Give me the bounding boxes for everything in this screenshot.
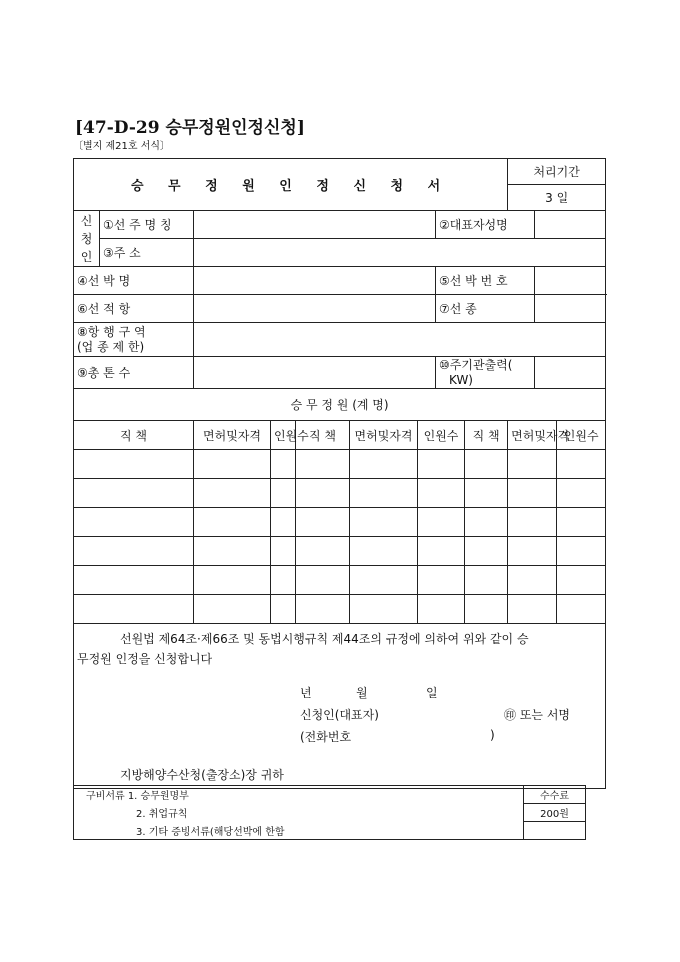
crew-cell[interactable] — [465, 595, 508, 624]
seal-or-signature[interactable]: ㊞ 또는 서명 — [504, 708, 570, 722]
crew-cell[interactable] — [557, 508, 606, 537]
crew-col-license: 면허및자격 — [508, 421, 557, 450]
crew-cell[interactable] — [350, 566, 418, 595]
navigation-area-value[interactable] — [194, 323, 606, 357]
form-number: 〔별지 제21호 서식〕 — [73, 141, 171, 152]
crew-cell[interactable] — [465, 479, 508, 508]
navigation-area-label — [74, 323, 194, 357]
crew-cell[interactable] — [271, 595, 296, 624]
gross-tonnage-value[interactable] — [194, 357, 436, 389]
crew-cell[interactable] — [465, 508, 508, 537]
crew-cell[interactable] — [271, 479, 296, 508]
crew-cell[interactable] — [74, 566, 194, 595]
crew-cell[interactable] — [557, 479, 606, 508]
fee-label: 수수료 — [524, 786, 586, 804]
crew-complement-header: 승 무 정 원 (계 명) — [74, 389, 606, 421]
crew-cell[interactable] — [296, 479, 350, 508]
crew-cell[interactable] — [557, 537, 606, 566]
addressee: 지방해양수산청(출장소)장 귀하 — [120, 768, 284, 782]
date-year: 년 — [300, 686, 312, 700]
crew-row — [74, 595, 606, 624]
crew-cell[interactable] — [508, 566, 557, 595]
crew-cell[interactable] — [508, 595, 557, 624]
navigation-area-line2: (업 종 제 한) — [77, 339, 145, 354]
crew-cell[interactable] — [508, 479, 557, 508]
home-port-value[interactable] — [194, 295, 436, 323]
applicant-char: 청 — [80, 231, 93, 246]
crew-cell[interactable] — [557, 595, 606, 624]
crew-cell[interactable] — [508, 508, 557, 537]
required-docs-2: 2. 취업규칙 — [74, 804, 524, 822]
ship-number-label: ⑤선 박 번 호 — [436, 267, 535, 295]
date-day: 일 — [426, 686, 438, 700]
crew-cell[interactable] — [418, 479, 465, 508]
crew-row — [74, 450, 606, 479]
applicant-label — [74, 211, 100, 267]
crew-col-license: 면허및자격 — [350, 421, 418, 450]
home-port-label: ⑥선 적 항 — [74, 295, 194, 323]
applicant-char: 신 — [80, 213, 93, 228]
engine-output-value[interactable] — [535, 357, 606, 389]
form-title: 승 무 정 원 인 정 신 청 서 — [74, 159, 508, 211]
crew-cell[interactable] — [296, 537, 350, 566]
crew-cell[interactable] — [194, 537, 271, 566]
declaration-section — [74, 624, 606, 789]
representative-label: ②대표자성명 — [436, 211, 535, 239]
navigation-area-line1: ⑧항 행 구 역 — [77, 324, 146, 339]
owner-name-value[interactable] — [194, 211, 436, 239]
crew-cell[interactable] — [296, 508, 350, 537]
crew-cell[interactable] — [465, 450, 508, 479]
crew-cell[interactable] — [74, 595, 194, 624]
crew-cell[interactable] — [350, 508, 418, 537]
crew-cell[interactable] — [350, 479, 418, 508]
crew-cell[interactable] — [194, 595, 271, 624]
crew-cell[interactable] — [194, 508, 271, 537]
crew-cell[interactable] — [350, 450, 418, 479]
crew-cell[interactable] — [557, 566, 606, 595]
crew-cell[interactable] — [296, 595, 350, 624]
crew-col-count: 인원수 — [271, 421, 296, 450]
owner-name-label: ①선 주 명 칭 — [100, 211, 194, 239]
phone-number-open: (전화번호 — [300, 730, 352, 744]
address-label: ③주 소 — [100, 239, 194, 267]
crew-col-count: 인원수 — [418, 421, 465, 450]
crew-cell[interactable] — [508, 537, 557, 566]
fee-blank — [524, 822, 586, 840]
ship-name-value[interactable] — [194, 267, 436, 295]
crew-cell[interactable] — [418, 450, 465, 479]
fee-value: 200원 — [524, 804, 586, 822]
crew-cell[interactable] — [557, 450, 606, 479]
crew-row — [74, 537, 606, 566]
required-docs-1: 구비서류 1. 승무원명부 — [74, 786, 524, 804]
crew-cell[interactable] — [350, 595, 418, 624]
ship-number-value[interactable] — [535, 267, 606, 295]
footer-table — [73, 785, 586, 840]
applicant-signer: 신청인(대표자) — [300, 708, 379, 722]
crew-col-count: 인원수 — [557, 421, 606, 450]
crew-cell[interactable] — [271, 566, 296, 595]
address-value[interactable] — [194, 239, 606, 267]
representative-value[interactable] — [535, 211, 606, 239]
crew-cell[interactable] — [296, 450, 350, 479]
crew-cell[interactable] — [296, 566, 350, 595]
crew-cell[interactable] — [271, 537, 296, 566]
crew-cell[interactable] — [271, 508, 296, 537]
crew-cell[interactable] — [465, 537, 508, 566]
gross-tonnage-label: ⑨총 톤 수 — [74, 357, 194, 389]
crew-cell[interactable] — [508, 450, 557, 479]
crew-cell[interactable] — [418, 595, 465, 624]
crew-cell[interactable] — [194, 450, 271, 479]
engine-output-line1: ⑩주기관출력( — [439, 357, 513, 372]
crew-row — [74, 508, 606, 537]
applicant-char: 인 — [80, 249, 93, 264]
crew-cell[interactable] — [418, 508, 465, 537]
crew-col-position: 직 책 — [296, 421, 350, 450]
ship-type-label: ⑦선 종 — [436, 295, 535, 323]
application-form — [73, 158, 606, 789]
declaration-line2: 무정원 인정을 신청합니다 — [77, 652, 213, 666]
crew-cell[interactable] — [74, 450, 194, 479]
declaration-line1: 선원법 제64조·제66조 및 동법시행규칙 제44조의 규정에 의하여 위와 같이 승 — [120, 632, 529, 646]
crew-cell[interactable] — [465, 566, 508, 595]
processing-period-label: 처리기간 — [508, 159, 606, 185]
crew-cell[interactable] — [74, 508, 194, 537]
processing-period-value: 3 일 — [508, 185, 606, 211]
crew-cell[interactable] — [194, 479, 271, 508]
crew-row — [74, 479, 606, 508]
crew-col-license: 면허및자격 — [194, 421, 271, 450]
crew-cell[interactable] — [271, 450, 296, 479]
document-title: [47-D-29 승무정원인정신청] — [75, 118, 305, 138]
date-month: 월 — [356, 686, 368, 700]
engine-output-line2: KW) — [449, 372, 473, 387]
crew-row — [74, 566, 606, 595]
crew-col-position: 직 책 — [74, 421, 194, 450]
crew-cell[interactable] — [418, 566, 465, 595]
crew-col-position: 직 책 — [465, 421, 508, 450]
crew-cell[interactable] — [350, 537, 418, 566]
engine-output-label — [436, 357, 535, 389]
crew-cell[interactable] — [74, 479, 194, 508]
ship-name-label: ④선 박 명 — [74, 267, 194, 295]
ship-type-value[interactable] — [535, 295, 606, 323]
required-docs-3: 3. 기타 증빙서류(해당선박에 한함 — [74, 822, 524, 840]
phone-number-close: ) — [490, 728, 495, 742]
crew-cell[interactable] — [74, 537, 194, 566]
crew-cell[interactable] — [194, 566, 271, 595]
crew-cell[interactable] — [418, 537, 465, 566]
